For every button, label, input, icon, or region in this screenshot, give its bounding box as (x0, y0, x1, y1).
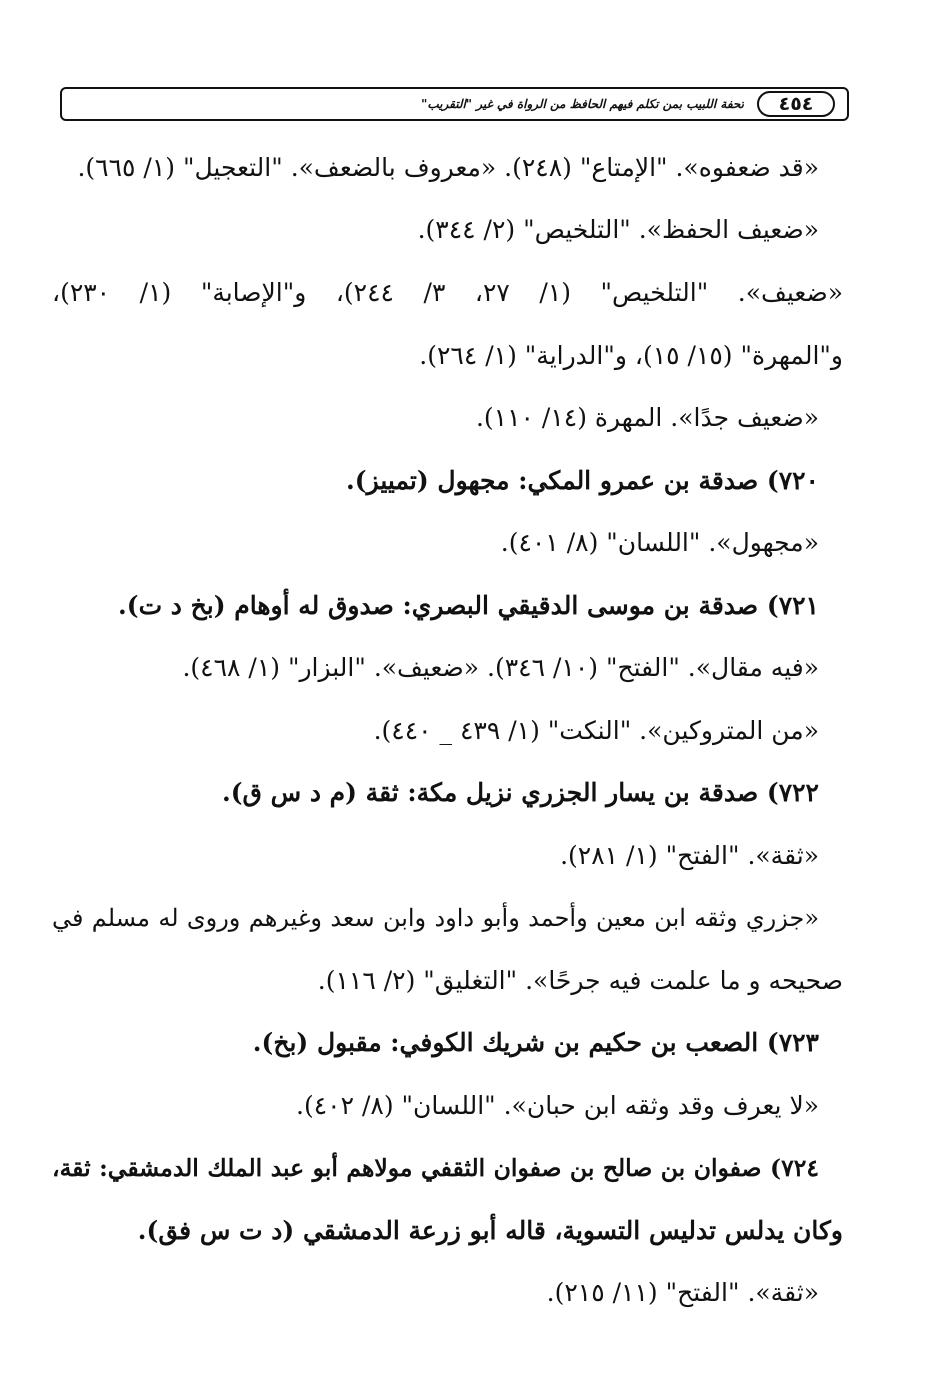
entry-heading-continued: وكان يدلس تدليس التسوية، قاله أبو زرعة الدمشقي (د ت س فق). (137, 1216, 843, 1245)
text-line: «ثقة». "الفتح" (١/ ٢٨١). (560, 841, 819, 870)
entry-heading: ٧٢٣) الصعب بن حكيم بن شريك الكوفي: مقبول (بخ). (252, 1028, 819, 1057)
text-line: و"المهرة" (١٥/ ١٥)، و"الدراية" (١/ ٢٦٤). (419, 341, 843, 370)
text-line: «ضعيف الحفظ». "التلخيص" (٢/ ٣٤٤). (417, 215, 819, 244)
text-line: «من المتروكين». "النكت" (١/ ٤٣٩ _ ٤٤٠). (373, 716, 819, 745)
text-line: «جزري وثقه ابن معين وأحمد وأبو داود وابن سعد وغيرهم وروى له مسلم في (52, 904, 819, 932)
text-line: «ثقة». "الفتح" (١١/ ٢١٥). (546, 1278, 819, 1307)
entry-heading: ٧٢٢) صدقة بن يسار الجزري نزيل مكة: ثقة (م د س ق). (221, 778, 819, 807)
entry-heading: ٧٢١) صدقة بن موسى الدقيقي البصري: صدوق له أوهام (بخ د ت). (118, 591, 819, 620)
entry-heading: ٧٢٤) صفوان بن صالح بن صفوان الثقفي مولاهم أبو عبد الملك الدمشقي: ثقة، (52, 1154, 819, 1182)
running-title: تحفة اللبيب بمن تكلم فيهم الحافظ من الرواة في غير "التقريب" (421, 97, 744, 111)
entry-heading: ٧٢٠) صدقة بن عمرو المكي: مجهول (تمييز). (346, 466, 819, 495)
text-line: «ضعيف جدًا». المهرة (١٤/ ١١٠). (475, 403, 819, 432)
page-number: ٤٥٤ (757, 91, 835, 117)
text-line: «لا يعرف وقد وثقه ابن حبان». "اللسان" (٨/ ٤٠٢). (296, 1091, 819, 1120)
text-line: صحيحه و ما علمت فيه جرحًا». "التغليق" (٢/ ١١٦). (317, 966, 843, 995)
text-line: «فيه مقال». "الفتح" (١٠/ ٣٤٦). «ضعيف». "البزار" (١/ ٤٦٨). (182, 653, 819, 682)
text-line: «ضعيف». "التلخيص" (١/ ٢٧، ٣/ ٢٤٤)، و"الإصابة" (١/ ٢٣٠)، (52, 278, 844, 307)
text-line: «مجهول». "اللسان" (٨/ ٤٠١). (500, 528, 819, 557)
page-header (60, 87, 849, 121)
text-line: «قد ضعفوه». "الإمتاع" (٢٤٨). «معروف بالضعف». "التعجيل" (١/ ٦٦٥). (77, 153, 819, 182)
